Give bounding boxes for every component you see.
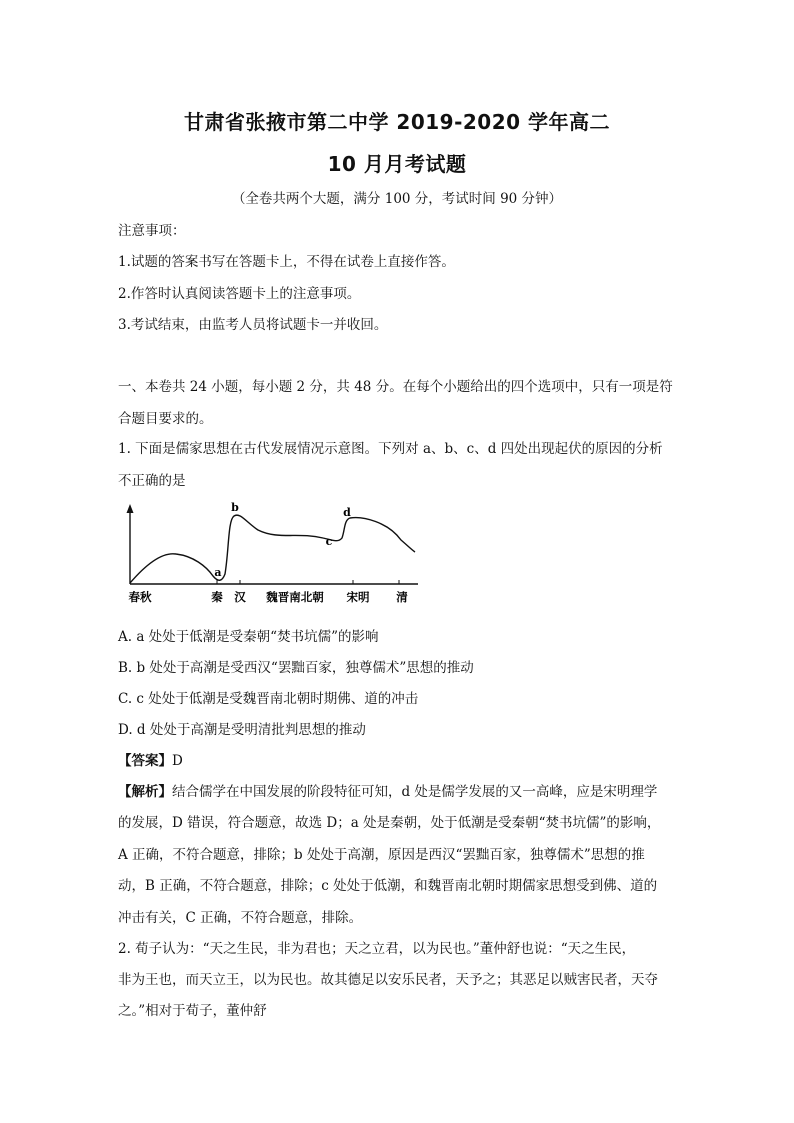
section1-intro: 一、本卷共 24 小题，每小题 2 分，共 48 分。在每个小题给出的四个选项中，只有一项是符 [118, 379, 673, 395]
page-title-line1: 甘肃省张掖市第二中学 2019-2020 学年高二 [183, 110, 611, 134]
question1-stem: 不正确的是 [118, 473, 186, 489]
notes-item: 3.考试结束，由监考人员将试题卡一并收回。 [118, 317, 388, 333]
answer-label: 【答案】 [118, 753, 172, 769]
figure-x-label: 魏晋南北朝 [266, 590, 324, 604]
notes-item: 1.试题的答案书写在答题卡上，不得在试卷上直接作答。 [118, 254, 455, 270]
notes-heading: 注意事项： [118, 223, 186, 239]
figure-x-label: 宋明 [346, 590, 370, 604]
analysis-text: 的发展，D 错误，符合题意，故选 D；a 处是秦朝，处于低潮是受秦朝“焚书坑儒”的影响， [118, 815, 661, 831]
question1-analysis [118, 780, 688, 800]
figure-y-axis-arrow [127, 504, 134, 513]
question2-stem: 2. 荀子认为：“天之生民，非为君也；天之立君，以为民也。”董仲舒也说：“天之生民， [118, 941, 636, 957]
analysis-text: 动，B 正确，不符合题意，排除；c 处处于低潮，和魏晋南北朝时期儒家思想受到佛、道的 [118, 878, 658, 894]
question2-stem: 非为王也，而天立王，以为民也。故其德足以安乐民者，天予之；其恶足以贼害民者，天夺 [118, 972, 658, 988]
figure-curve [130, 515, 415, 583]
analysis-text: A 正确，不符合题意，排除；b 处处于高潮，原因是西汉“罢黜百家，独尊儒术”思想的推 [118, 847, 645, 863]
figure-point-label-c: c [325, 535, 333, 548]
confucianism-development-figure [118, 500, 428, 606]
question1-stem: 1. 下面是儒家思想在古代发展情况示意图。下列对 a、b、c、d 四处出现起伏的原因的分析 [118, 441, 663, 457]
analysis-text: 结合儒学在中国发展的阶段特征可知，d 处是儒学发展的又一高峰，应是宋明理学 [172, 784, 658, 800]
section1-intro: 合题目要求的。 [118, 411, 213, 427]
figure-point-label-b: b [231, 501, 239, 514]
question1-option-b: B. b 处处于高潮是受西汉“罢黜百家，独尊儒术”思想的推动 [118, 660, 474, 676]
exam-subtitle: （全卷共两个大题，满分 100 分，考试时间 90 分钟） [231, 191, 563, 207]
question1-option-d: D. d 处处于高潮是受明清批判思想的推动 [118, 722, 366, 738]
figure-point-label-d: d [343, 506, 351, 519]
answer-value: D [172, 753, 183, 769]
question2-stem: 之。”相对于荀子，董仲舒 [118, 1003, 267, 1019]
question1-option-c: C. c 处处于低潮是受魏晋南北朝时期佛、道的冲击 [118, 691, 419, 707]
question1-answer [118, 749, 688, 769]
question1-option-a: A. a 处处于低潮是受秦朝“焚书坑儒”的影响 [118, 629, 379, 645]
analysis-label: 【解析】 [118, 784, 172, 800]
page-title-line2: 10 月月考试题 [327, 152, 467, 176]
figure-x-label: 汉 [234, 590, 246, 604]
figure-point-label-a: a [214, 566, 222, 579]
figure-x-label: 秦 [211, 590, 223, 604]
figure-x-label: 春秋 [128, 590, 152, 604]
analysis-text: 冲击有关，C 正确，不符合题意，排除。 [118, 910, 363, 926]
notes-item: 2.作答时认真阅读答题卡上的注意事项。 [118, 286, 361, 302]
figure-x-label: 清 [396, 590, 408, 604]
